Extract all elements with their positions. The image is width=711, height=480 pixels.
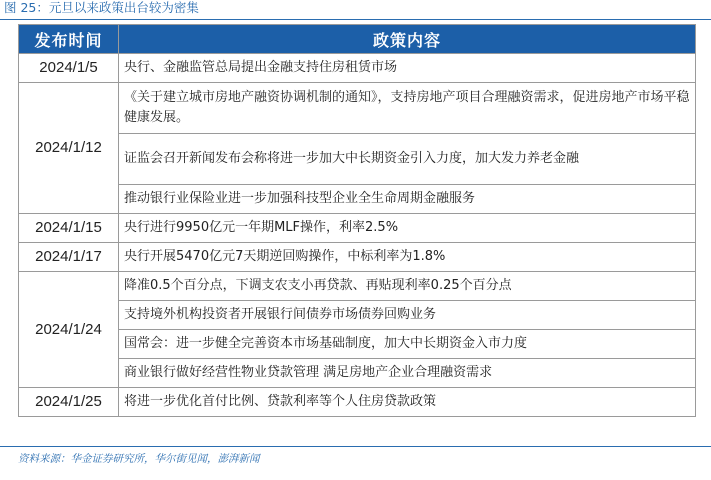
date-cell: 2024/1/25	[19, 388, 119, 417]
policy-cell: 将进一步优化首付比例、贷款利率等个人住房贷款政策	[119, 388, 696, 417]
policy-cell: 国常会：进一步健全完善资本市场基础制度，加大中长期资金入市力度	[119, 330, 696, 359]
date-cell: 2024/1/15	[19, 214, 119, 243]
policy-table	[18, 24, 696, 417]
table-row	[19, 330, 696, 359]
table-row	[19, 54, 696, 83]
caption-divider	[0, 19, 711, 20]
footer-divider	[0, 446, 711, 447]
policy-cell: 商业银行做好经营性物业贷款管理 满足房地产企业合理融资需求	[119, 359, 696, 388]
table-row	[19, 243, 696, 272]
table-row	[19, 83, 696, 134]
policy-cell: 《关于建立城市房地产融资协调机制的通知》，支持房地产项目合理融资需求，促进房地产市场平稳健康发展。	[119, 83, 696, 134]
figure-caption: 图 25：元旦以来政策出台较为密集	[4, 0, 199, 15]
date-cell: 2024/1/5	[19, 54, 119, 83]
table-row	[19, 272, 696, 301]
policy-cell: 央行进行9950亿元一年期MLF操作，利率2.5%	[119, 214, 696, 243]
policy-cell: 证监会召开新闻发布会称将进一步加大中长期资金引入力度，加大发力养老金融	[119, 134, 696, 185]
header-date: 发布时间	[19, 25, 119, 54]
table-row	[19, 359, 696, 388]
source-note: 资料来源：华金证券研究所，华尔街见闻，澎湃新闻	[18, 453, 260, 465]
policy-cell: 央行开展5470亿元7天期逆回购操作，中标利率为1.8%	[119, 243, 696, 272]
header-content: 政策内容	[119, 25, 696, 54]
policy-cell: 央行、金融监管总局提出金融支持住房租赁市场	[119, 54, 696, 83]
table-row	[19, 214, 696, 243]
date-cell: 2024/1/17	[19, 243, 119, 272]
date-cell: 2024/1/12	[19, 83, 119, 214]
table-row	[19, 301, 696, 330]
table-row	[19, 134, 696, 185]
table-row	[19, 185, 696, 214]
header-row	[19, 25, 696, 54]
policy-cell: 降准0.5个百分点，下调支农支小再贷款、再贴现利率0.25个百分点	[119, 272, 696, 301]
policy-cell: 推动银行业保险业进一步加强科技型企业全生命周期金融服务	[119, 185, 696, 214]
table-row	[19, 388, 696, 417]
date-cell: 2024/1/24	[19, 272, 119, 388]
policy-cell: 支持境外机构投资者开展银行间债券市场债券回购业务	[119, 301, 696, 330]
